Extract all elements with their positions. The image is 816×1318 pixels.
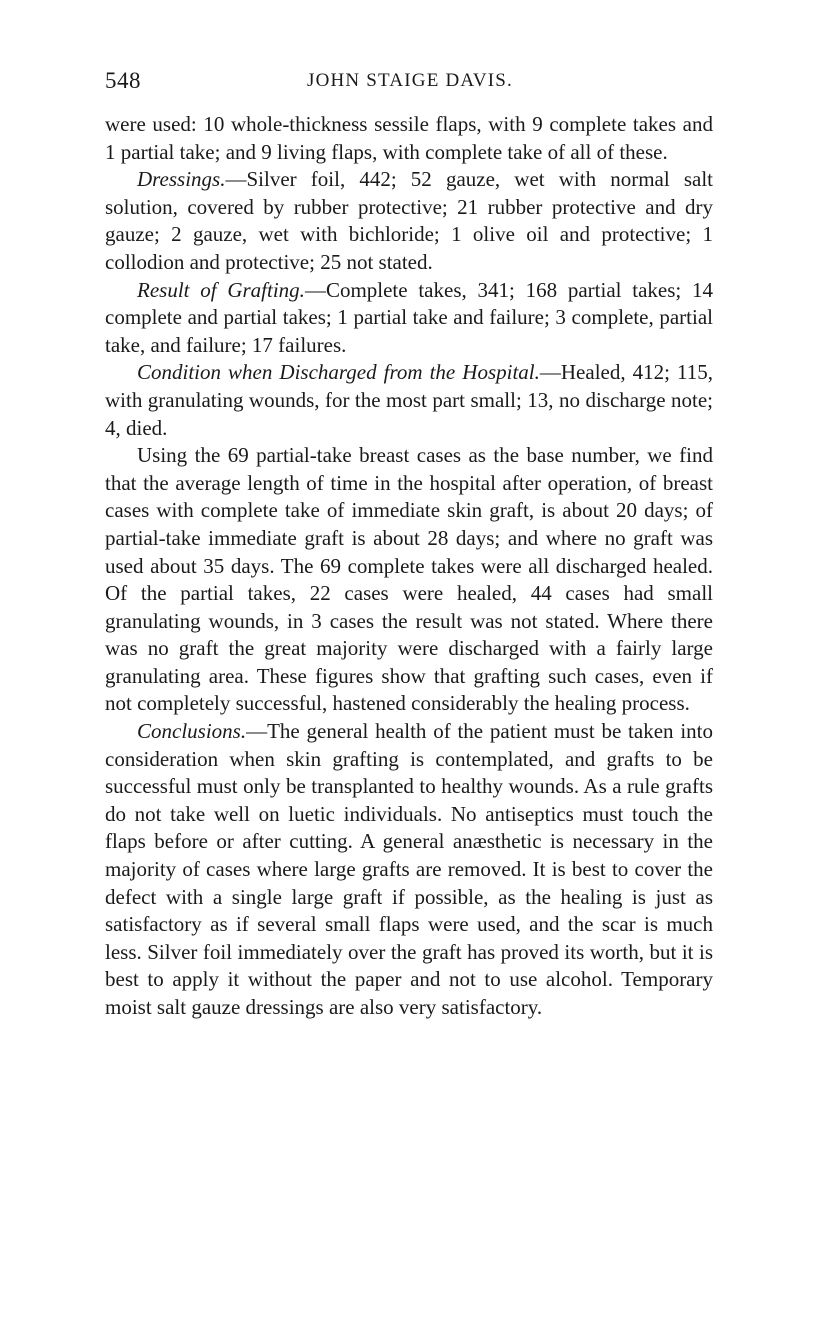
paragraph-text: —The general health of the patient must be taken into consideration when skin grafting is contemplated, and grafts to be successful must only be transplanted to healthy wounds. As a rule grafts do not take well on luetic individuals. No antiseptics must touch the flaps before or after cutting. A general anæsthetic is necessary in the majority of cases where large grafts are removed. It is best to cover the defect with a single large graft if possible, as the healing is just as satisfactory as if several small flaps were used, and the scar is much less. Silver foil immediately over the graft has proved its worth, but it is best to apply it without the paper and not to use alcohol. Temporary moist salt gauze dressings are also very satisfactory. <box>105 719 713 1019</box>
running-head <box>105 68 715 98</box>
paragraph-text: were used: 10 whole-thickness sessile flaps, with 9 complete takes and 1 partial take; and 9 living flaps, with complete take of all of these. <box>105 112 713 164</box>
run-in-heading: Condition when Discharged from the Hospital. <box>137 360 540 385</box>
paragraph-dressings <box>105 166 713 276</box>
paragraph-continuation <box>105 111 713 166</box>
paragraph-condition-when-discharged <box>105 359 713 442</box>
running-title: JOHN STAIGE DAVIS. <box>306 70 514 91</box>
paragraph-text: —Silver foil, 442; 52 gauze, wet with normal salt solution, covered by rubber protective; 21 rubber protective and dry gauze; 2 gauze, wet with bichloride; 1 olive oil and protective; 1 collodion and protective; 25 not stated. <box>105 167 713 274</box>
page-number: 548 <box>105 68 141 93</box>
paragraph-result-of-grafting <box>105 277 713 360</box>
run-in-heading: Conclusions. <box>137 719 247 744</box>
paragraph-partial-take-analysis <box>105 442 713 718</box>
paragraph-text: —Healed, 412; 115, with granulating wounds, for the most part small; 13, no discharge note; 4, died. <box>105 360 713 440</box>
body-text <box>105 111 713 1022</box>
run-in-heading: Result of Grafting. <box>137 277 305 302</box>
paragraph-conclusions <box>105 718 713 1022</box>
paragraph-text: Using the 69 partial-take breast cases as the base number, we find that the average length of time in the hospital after operation, of breast cases with complete take of immediate skin graft, is about 20 days; of partial-take immediate graft is about 28 days; and where no graft was used about 35 days. The 69 complete takes were all discharged healed. Of the partial takes, 22 cases were healed, 44 cases had small granulating wounds, in 3 cases the result was not stated. Where there was no graft the great majority were discharged with a fairly large granulating area. These figures show that grafting such cases, even if not completely successful, hastened considerably the healing process. <box>105 443 713 716</box>
run-in-heading: Dressings. <box>137 167 226 192</box>
paragraph-text: —Complete takes, 341; 168 partial takes; 14 complete and partial takes; 1 partial take and failure; 3 complete, partial take, and failure; 17 failures. <box>105 277 713 357</box>
